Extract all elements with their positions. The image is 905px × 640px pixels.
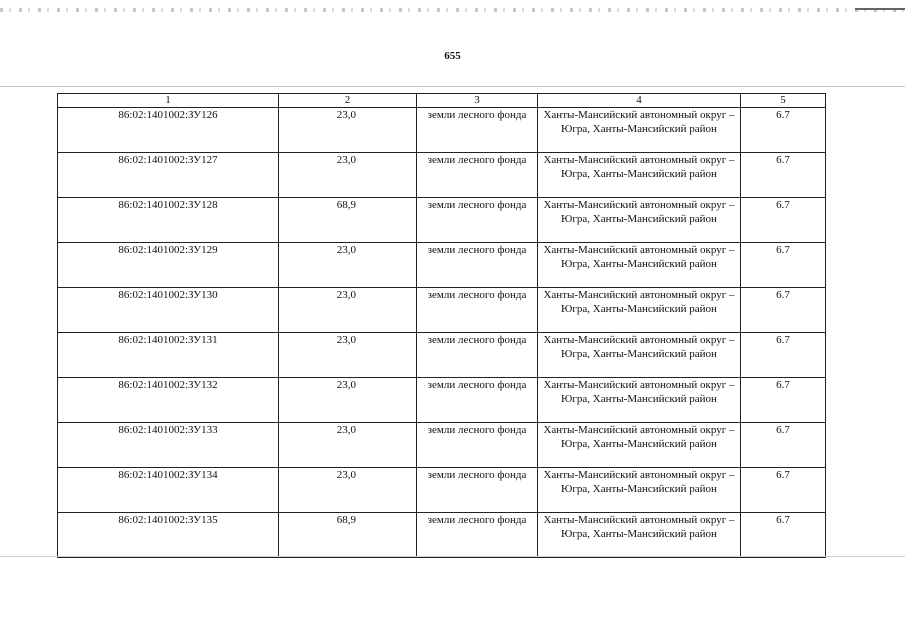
cell-code: 6.7: [741, 108, 826, 153]
cell-cadastral-number: 86:02:1401002:ЗУ129: [58, 243, 279, 288]
cell-cadastral-number: 86:02:1401002:ЗУ135: [58, 513, 279, 558]
cell-cadastral-number: 86:02:1401002:ЗУ131: [58, 333, 279, 378]
cell-area: 23,0: [279, 333, 417, 378]
scan-artifact-line: [0, 86, 905, 87]
cell-land-category: земли лесного фонда: [417, 153, 538, 198]
table-row: [58, 513, 826, 558]
cell-location: Ханты-Мансийский автономный округ – Югра, Ханты-Мансийский район: [538, 243, 741, 288]
cell-land-category: земли лесного фонда: [417, 513, 538, 558]
cell-code: 6.7: [741, 198, 826, 243]
cell-area: 23,0: [279, 378, 417, 423]
column-header: 5: [741, 94, 826, 108]
cell-land-category: земли лесного фонда: [417, 198, 538, 243]
cell-location: Ханты-Мансийский автономный округ – Югра, Ханты-Мансийский район: [538, 153, 741, 198]
scan-artifact-top: [0, 8, 905, 12]
cell-cadastral-number: 86:02:1401002:ЗУ133: [58, 423, 279, 468]
cell-code: 6.7: [741, 513, 826, 558]
cell-location: Ханты-Мансийский автономный округ – Югра, Ханты-Мансийский район: [538, 288, 741, 333]
column-header: 2: [279, 94, 417, 108]
cell-location: Ханты-Мансийский автономный округ – Югра, Ханты-Мансийский район: [538, 198, 741, 243]
table-row: [58, 423, 826, 468]
table-header-row: [58, 94, 826, 108]
cell-area: 23,0: [279, 108, 417, 153]
cell-area: 68,9: [279, 513, 417, 558]
column-header: 4: [538, 94, 741, 108]
table-row: [58, 468, 826, 513]
cell-code: 6.7: [741, 288, 826, 333]
cell-area: 23,0: [279, 288, 417, 333]
cell-location: Ханты-Мансийский автономный округ – Югра, Ханты-Мансийский район: [538, 378, 741, 423]
cell-cadastral-number: 86:02:1401002:ЗУ132: [58, 378, 279, 423]
cell-location: Ханты-Мансийский автономный округ – Югра, Ханты-Мансийский район: [538, 333, 741, 378]
cell-land-category: земли лесного фонда: [417, 423, 538, 468]
cell-location: Ханты-Мансийский автономный округ – Югра, Ханты-Мансийский район: [538, 108, 741, 153]
cell-location: Ханты-Мансийский автономный округ – Югра, Ханты-Мансийский район: [538, 468, 741, 513]
page-number: 655: [444, 50, 461, 62]
cell-code: 6.7: [741, 243, 826, 288]
cell-cadastral-number: 86:02:1401002:ЗУ126: [58, 108, 279, 153]
cell-code: 6.7: [741, 468, 826, 513]
cell-cadastral-number: 86:02:1401002:ЗУ134: [58, 468, 279, 513]
table-body: [58, 108, 826, 558]
cell-cadastral-number: 86:02:1401002:ЗУ130: [58, 288, 279, 333]
table-row: [58, 288, 826, 333]
table-row: [58, 108, 826, 153]
cell-code: 6.7: [741, 378, 826, 423]
cell-land-category: земли лесного фонда: [417, 378, 538, 423]
cell-cadastral-number: 86:02:1401002:ЗУ128: [58, 198, 279, 243]
cell-location: Ханты-Мансийский автономный округ – Югра, Ханты-Мансийский район: [538, 423, 741, 468]
cell-code: 6.7: [741, 423, 826, 468]
table-row: [58, 153, 826, 198]
table-row: [58, 378, 826, 423]
cell-area: 23,0: [279, 243, 417, 288]
scan-artifact-bottom: [0, 556, 905, 557]
cell-area: 68,9: [279, 198, 417, 243]
table-row: [58, 333, 826, 378]
column-header: 3: [417, 94, 538, 108]
cell-land-category: земли лесного фонда: [417, 108, 538, 153]
cell-land-category: земли лесного фонда: [417, 243, 538, 288]
cell-land-category: земли лесного фонда: [417, 468, 538, 513]
table-row: [58, 198, 826, 243]
cell-location: Ханты-Мансийский автономный округ – Югра, Ханты-Мансийский район: [538, 513, 741, 558]
land-plots-table: [57, 93, 826, 558]
cell-area: 23,0: [279, 468, 417, 513]
table-row: [58, 243, 826, 288]
cell-area: 23,0: [279, 423, 417, 468]
cell-code: 6.7: [741, 153, 826, 198]
column-header: 1: [58, 94, 279, 108]
cell-land-category: земли лесного фонда: [417, 333, 538, 378]
cell-cadastral-number: 86:02:1401002:ЗУ127: [58, 153, 279, 198]
cell-code: 6.7: [741, 333, 826, 378]
cell-land-category: земли лесного фонда: [417, 288, 538, 333]
cell-area: 23,0: [279, 153, 417, 198]
scan-artifact-top-right: [855, 8, 905, 10]
